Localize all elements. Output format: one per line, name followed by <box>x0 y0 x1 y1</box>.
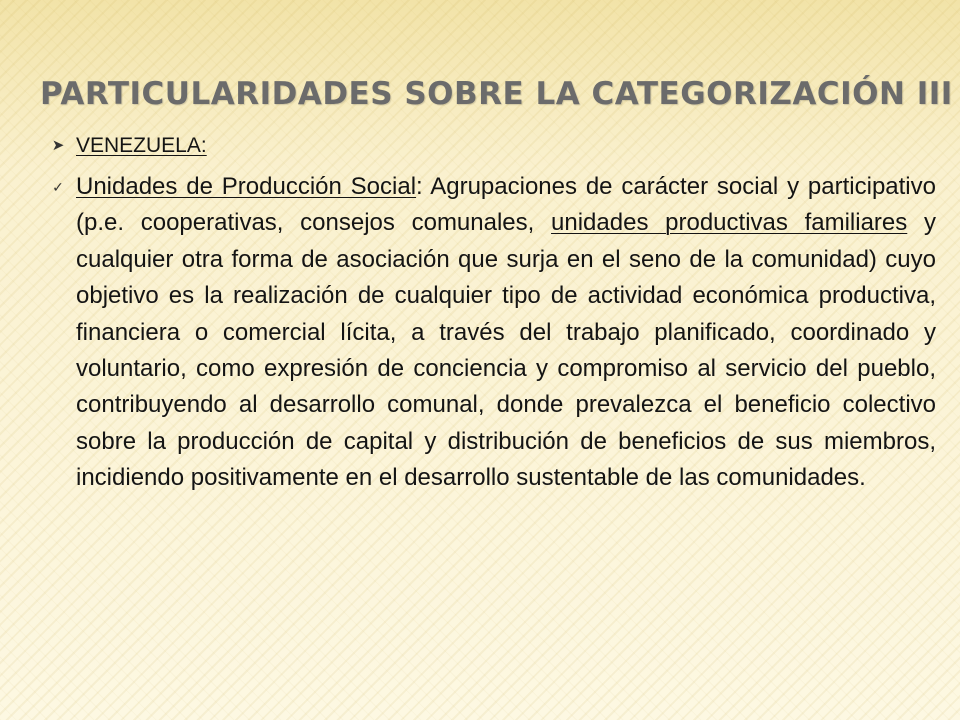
arrowhead-bullet-icon: ➤ <box>51 137 65 154</box>
slide-content <box>48 128 936 497</box>
heading-label: VENEZUELA: <box>76 134 207 157</box>
slide-title: PARTICULARIDADES SOBRE LA CATEGORIZACIÓN III <box>40 76 953 112</box>
underlined-term: unidades productivas familiares <box>551 209 908 237</box>
definition-text-part-1: : Agrupaciones de carácter social y participativo (p.e. cooperativas, consejos comunales, <box>76 173 936 237</box>
definition-text-part-2: y cualquier otra forma de asociación que surja en el seno de la comunidad) cuyo objetivo es la realización de cualquier tipo de actividad económica productiva, financiera o comercial lícita, a través del trabajo planificado, coordinado y voluntario, como expresión de conciencia y compromiso al servicio del pueblo, contribuyendo al desarrollo comunal, donde prevalezca el beneficio colectivo sobre la producción de capital y distribución de beneficios de sus miembros, incidiendo positivamente en el desarrollo sustentable de las comunidades. <box>76 209 936 492</box>
definition-term: Unidades de Producción Social <box>76 173 417 200</box>
definition-bullet <box>48 169 936 497</box>
check-mark-icon: ✓ <box>52 179 64 195</box>
heading-bullet <box>48 128 936 164</box>
